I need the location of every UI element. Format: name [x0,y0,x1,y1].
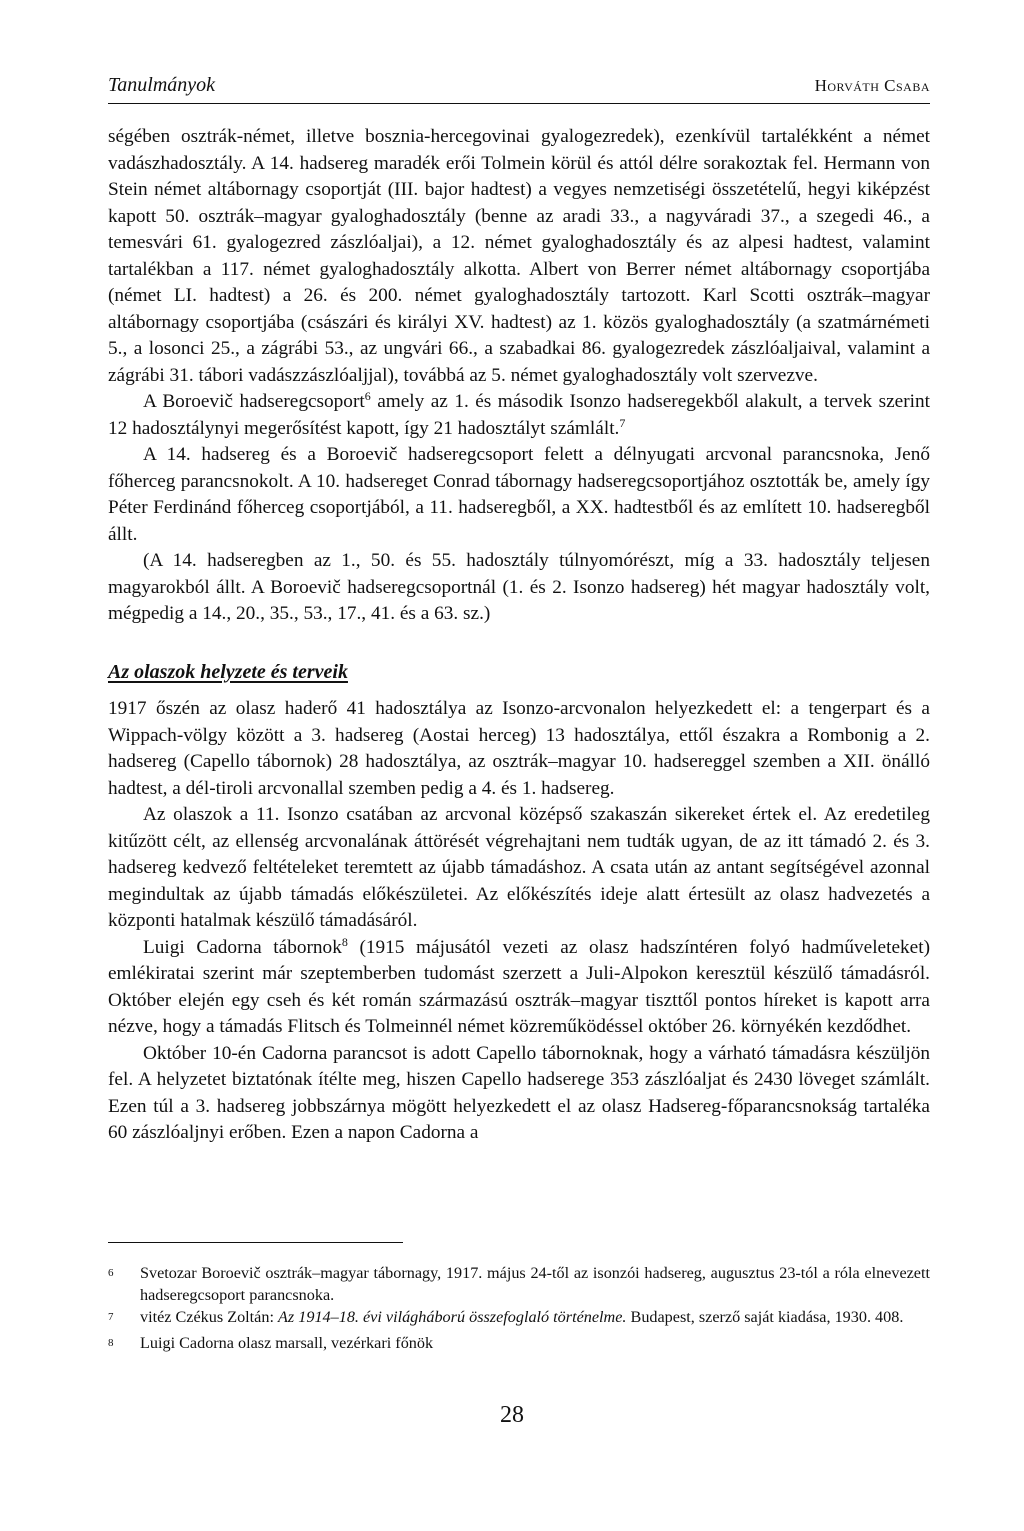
paragraph-8: Október 10-én Cadorna parancsot is adott Capello tábornoknak, hogy a várható támadásra készüljön fel. A helyzetet biztatónak ítélte meg, hiszen Capello hadserege 353 zászlóaljat és 2430 löveget számlált. Ezen túl a 3. hadsereg jobbszárnya mögött helyezkedett el az olasz Hadsereg-főparancsnokság tartaléka 60 zászlóaljnyi erőben. Ezen a napon Cadorna a [108,1042,930,1143]
author-name: Horváth Csaba [814,76,930,95]
footnote-number: 7 [108,1311,114,1323]
footnote-text: Luigi Cadorna olasz marsall, vezérkari főnök [140,1334,434,1353]
paragraph-2-part-b: amely az 1. és második Isonzo hadseregekből alakult, a tervek szerint 12 hadosztálynyi megerősítést kapott, így 21 hadosztályt számlált. [108,391,930,439]
footnote-author: vitéz Czékus Zoltán: [140,1308,279,1326]
running-head [108,74,930,104]
footnote-book-title: Az 1914–18. évi világháború összefoglaló történelme. [278,1308,627,1326]
paragraph-4: (A 14. hadseregben az 1., 50. és 55. hadosztály túlnyomórészt, míg a 33. hadosztály teljesen magyarokból állt. A Boroevič hadseregcsoportnál (1. és 2. Isonzo hadsereg) hét magyar hadosztály volt, mégpedig a 14., 20., 35., 53., 17., 41. és a 63. sz.) [108,550,930,624]
footnote-text [140,1306,930,1332]
page [108,74,930,1147]
footnote-8 [108,1332,930,1358]
section-title: Tanulmányok [108,74,216,96]
body-text [108,124,930,1147]
paragraph-2 [108,389,930,442]
paragraph-7-part-a: Luigi Cadorna tábornok [143,936,342,958]
footnote-7 [108,1306,930,1332]
footnote-text: Svetozar Boroevič osztrák–magyar tábornagy, 1917. május 24-től az isonzói hadsereg, augusztus 23-tól a róla elnevezett hadseregcsoport parancsnoka. [140,1264,930,1304]
section-heading: Az olaszok helyzete és terveik [108,660,348,683]
paragraph-3: A 14. hadsereg és a Boroevič hadseregcsoport felett a délnyugati arcvonal parancsnoka, Jenő főherceg parancsnokolt. A 10. hadsereget Conrad tábornagy hadseregcsoportjához osztották be, amely így Péter Ferdinánd főherceg csoportjából, a 11. hadseregből, a XX. hadtestből és az említett 10. hadseregből állt. [108,444,930,545]
paragraph-5: 1917 őszén az olasz haderő 41 hadosztálya az Isonzo-arcvonalon helyezkedett el: a tengerpart és a Wippach-völgy között a 3. hadsereg (Aostai herceg) 13 hadosztálya, ettől északra a Rombonig a 2. hadsereg (Capello tábornok) 28 hadosztálya, az osztrák–magyar 10. hadsereggel szemben a XII. önálló hadtest, a dél-tiroli arcvonallal szemben pedig a 4. és 1. hadsereg. [108,698,930,799]
footnote-6 [108,1262,930,1306]
footnote-publication: Budapest, szerző saját kiadása, 1930. 408. [626,1308,904,1326]
paragraph-1: ségében osztrák-német, illetve bosznia-hercegovinai gyalogezredek), ezenkívül tartalékként a német vadászhadosztály. A 14. hadsereg maradék erői Tolmein körül és attól délre sorakoztak fel. Hermann von Stein német altábornagy csoportját (III. bajor hadtest) a vegyes nemzetiségi összetételű, hegyi kiképzést kapott 50. osztrák–magyar gyaloghadosztály (benne az aradi 33., a nagyváradi 37., a szegedi 46., a temesvári 61. gyalogezred zászlóaljai), a 12. német gyaloghadosztály és az alpesi hadtest, valamint tartalékban a 117. német gyaloghadosztály alkotta. Albert von Berrer német altábornagy csoportjába (német LI. hadtest) a 26. és 200. német gyaloghadosztály tartozott. Karl Scotti osztrák–magyar altábornagy csoportjába (császári és királyi XV. hadtest) az 1. közös gyaloghadosztály (a szatmárnémeti 5., a losonci 25., a zágrábi 53., az ungvári 66., a szabadkai 86. gyalogezredek zászlóaljaival, valamint a zágrábi 31. tábori vadászzászlóaljjal), továbbá az 5. német gyaloghadosztály volt szervezve. [108,126,930,386]
footnote-ref-6: 6 [364,389,371,403]
footnote-number: 6 [108,1267,114,1279]
footnote-ref-7: 7 [619,415,626,430]
paragraph-7 [108,935,930,1041]
footnotes [108,1262,930,1359]
footnote-number: 8 [108,1337,114,1350]
footnote-divider [108,1242,403,1243]
paragraph-2-part-a: A Boroevič hadseregcsoport [143,391,365,412]
paragraph-7-part-b: (1915 májusától vezeti az olasz hadszíntéren folyó hadműveleteket) emlékiratai szerint már szeptemberben tudomást szerzett a Juli-Alpokon keresztül készülő támadásról. Október elején egy cseh és két román származású osztrák–magyar tiszttől pontos híreket is kapott arra nézve, hogy a támadás Flitsch és Tolmeinnél német közreműködéssel október 26. környékén kezdődhet. [108,936,930,1037]
footnote-ref-8: 8 [341,934,348,949]
page-number: 28 [500,1402,524,1428]
paragraph-6: Az olaszok a 11. Isonzo csatában az arcvonal középső szakaszán sikereket értek el. Az eredetileg kitűzött célt, az ellenség arcvonalának áttörését végrehajtani nem tudták ugyan, de az itt támadó 2. és 3. hadsereg kedvező feltételeket teremtett az újabb támadáshoz. A csata után az antant segítségével azonnal megindultak az újabb támadás előkészületei. Az előkészítés ideje alatt értesült az olasz hadvezetés a központi hatalmak készülő támadásáról. [108,804,930,931]
